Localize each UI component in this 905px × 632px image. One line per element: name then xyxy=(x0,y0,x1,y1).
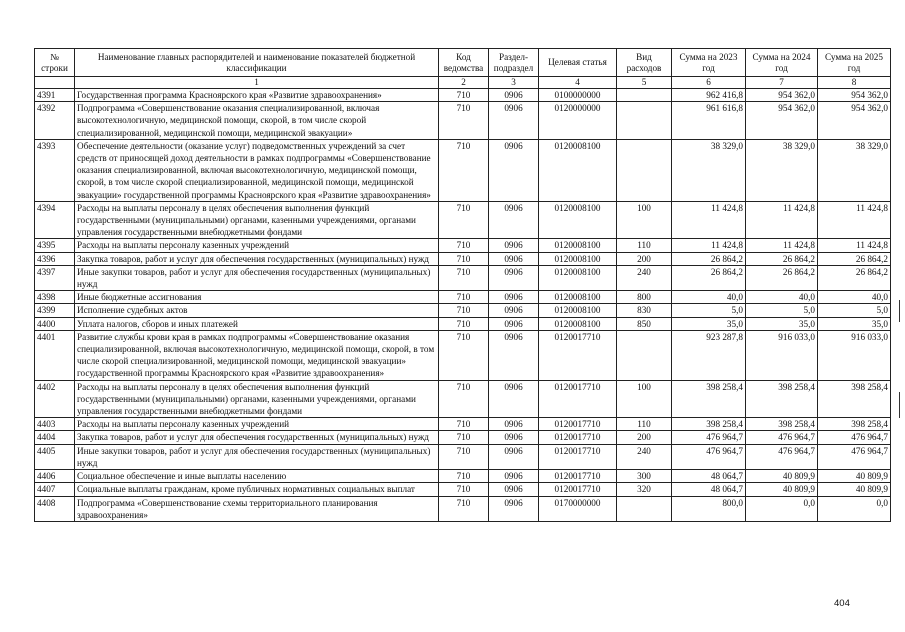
sum-2023: 11 424,8 xyxy=(672,201,746,239)
column-number: 4 xyxy=(539,77,617,89)
sum-2023: 26 864,2 xyxy=(672,252,746,265)
sum-2024: 40 809,9 xyxy=(746,483,818,496)
row-number: 4393 xyxy=(35,139,75,201)
column-number: 6 xyxy=(672,77,746,89)
header-sum-2024: Сумма на 2024 год xyxy=(746,49,818,77)
sum-2023: 11 424,8 xyxy=(672,239,746,252)
sum-2025: 40 809,9 xyxy=(818,470,891,483)
scan-edge-mark xyxy=(899,392,900,418)
sum-2025: 398 258,4 xyxy=(818,418,891,431)
header-sum-2023: Сумма на 2023 год xyxy=(672,49,746,77)
section-code: 0906 xyxy=(489,265,539,290)
section-code: 0906 xyxy=(489,139,539,201)
row-name: Уплата налогов, сборов и иных платежей xyxy=(75,317,439,330)
expense-kind: 100 xyxy=(617,380,672,418)
sum-2024: 35,0 xyxy=(746,317,818,330)
sum-2025: 26 864,2 xyxy=(818,252,891,265)
section-code: 0906 xyxy=(489,291,539,304)
row-name: Расходы на выплаты персоналу в целях обеспечения выполнения функций государственными (муниципальными) органами, казенными учреждениями, органами управления государственными внебюджетными фондами xyxy=(75,380,439,418)
sum-2024: 0,0 xyxy=(746,496,818,521)
row-number: 4400 xyxy=(35,317,75,330)
expense-kind xyxy=(617,330,672,380)
row-number: 4394 xyxy=(35,201,75,239)
expense-kind: 200 xyxy=(617,252,672,265)
row-number: 4396 xyxy=(35,252,75,265)
table-row xyxy=(35,330,891,380)
row-number: 4391 xyxy=(35,89,75,102)
sum-2024: 11 424,8 xyxy=(746,239,818,252)
department-code: 710 xyxy=(439,239,489,252)
column-number: 5 xyxy=(617,77,672,89)
column-number-row xyxy=(35,77,891,89)
sum-2023: 398 258,4 xyxy=(672,380,746,418)
department-code: 710 xyxy=(439,380,489,418)
sum-2023: 48 064,7 xyxy=(672,470,746,483)
row-name: Закупка товаров, работ и услуг для обеспечения государственных (муниципальных) нужд xyxy=(75,252,439,265)
sum-2024: 916 033,0 xyxy=(746,330,818,380)
row-name: Развитие службы крови края в рамках подпрограммы «Совершенствование оказания специализированной, включая высокотехнологичную, медицинской помощи, скорой, в том числе скорой специализированной, медицинской помощи, медицинской эвакуации» государственной программы Красноярского края «Развитие здравоохранения» xyxy=(75,330,439,380)
row-number: 4405 xyxy=(35,444,75,469)
sum-2025: 0,0 xyxy=(818,496,891,521)
expense-kind: 240 xyxy=(617,444,672,469)
department-code: 710 xyxy=(439,291,489,304)
sum-2024: 26 864,2 xyxy=(746,252,818,265)
sum-2023: 962 416,8 xyxy=(672,89,746,102)
row-number: 4403 xyxy=(35,418,75,431)
row-name: Социальные выплаты гражданам, кроме публичных нормативных социальных выплат xyxy=(75,483,439,496)
row-name: Иные закупки товаров, работ и услуг для обеспечения государственных (муниципальных) нужд xyxy=(75,444,439,469)
section-code: 0906 xyxy=(489,380,539,418)
row-name: Расходы на выплаты персоналу казенных учреждений xyxy=(75,239,439,252)
target-article: 0120017710 xyxy=(539,444,617,469)
row-name: Социальное обеспечение и иные выплаты населению xyxy=(75,470,439,483)
sum-2024: 5,0 xyxy=(746,304,818,317)
sum-2024: 954 362,0 xyxy=(746,89,818,102)
expense-kind: 830 xyxy=(617,304,672,317)
expense-kind: 800 xyxy=(617,291,672,304)
header-sum-2025: Сумма на 2025 год xyxy=(818,49,891,77)
sum-2025: 954 362,0 xyxy=(818,89,891,102)
sum-2023: 35,0 xyxy=(672,317,746,330)
column-number: 2 xyxy=(439,77,489,89)
row-name: Иные бюджетные ассигнования xyxy=(75,291,439,304)
header-row xyxy=(35,49,891,77)
expense-kind xyxy=(617,496,672,521)
department-code: 710 xyxy=(439,496,489,521)
sum-2024: 26 864,2 xyxy=(746,265,818,290)
expense-kind: 110 xyxy=(617,239,672,252)
department-code: 710 xyxy=(439,483,489,496)
sum-2023: 5,0 xyxy=(672,304,746,317)
table-row xyxy=(35,496,891,521)
section-code: 0906 xyxy=(489,252,539,265)
table-row xyxy=(35,444,891,469)
header-name: Наименование главных распорядителей и наименование показателей бюджетной классификации xyxy=(75,49,439,77)
target-article: 0120008100 xyxy=(539,201,617,239)
expense-kind xyxy=(617,102,672,140)
table-row xyxy=(35,201,891,239)
sum-2025: 476 964,7 xyxy=(818,444,891,469)
target-article: 0120017710 xyxy=(539,431,617,444)
page-number: 404 xyxy=(834,598,850,609)
sum-2025: 11 424,8 xyxy=(818,201,891,239)
target-article: 0120008100 xyxy=(539,291,617,304)
section-code: 0906 xyxy=(489,304,539,317)
sum-2023: 26 864,2 xyxy=(672,265,746,290)
table-row xyxy=(35,304,891,317)
row-name: Подпрограмма «Совершенствование оказания специализированной, включая высокотехнологичную, медицинской помощи, скорой, в том числе скорой специализированной, медицинской помощи, медицинской эвакуации» xyxy=(75,102,439,140)
table-row xyxy=(35,239,891,252)
sum-2025: 26 864,2 xyxy=(818,265,891,290)
department-code: 710 xyxy=(439,89,489,102)
department-code: 710 xyxy=(439,470,489,483)
table-row xyxy=(35,291,891,304)
section-code: 0906 xyxy=(489,89,539,102)
sum-2023: 961 616,8 xyxy=(672,102,746,140)
row-number: 4395 xyxy=(35,239,75,252)
row-name: Расходы на выплаты персоналу казенных учреждений xyxy=(75,418,439,431)
row-number: 4402 xyxy=(35,380,75,418)
target-article: 0170000000 xyxy=(539,496,617,521)
sum-2025: 35,0 xyxy=(818,317,891,330)
sum-2024: 398 258,4 xyxy=(746,380,818,418)
expense-kind: 110 xyxy=(617,418,672,431)
sum-2025: 40,0 xyxy=(818,291,891,304)
row-number: 4407 xyxy=(35,483,75,496)
target-article: 0120017710 xyxy=(539,483,617,496)
department-code: 710 xyxy=(439,431,489,444)
table-row xyxy=(35,431,891,444)
sum-2024: 40 809,9 xyxy=(746,470,818,483)
target-article: 0120008100 xyxy=(539,265,617,290)
row-number: 4397 xyxy=(35,265,75,290)
sum-2024: 11 424,8 xyxy=(746,201,818,239)
column-number xyxy=(35,77,75,89)
section-code: 0906 xyxy=(489,102,539,140)
department-code: 710 xyxy=(439,317,489,330)
column-number: 3 xyxy=(489,77,539,89)
sum-2024: 954 362,0 xyxy=(746,102,818,140)
section-code: 0906 xyxy=(489,431,539,444)
table-row xyxy=(35,380,891,418)
budget-table xyxy=(34,48,891,522)
header-expense-kind: Вид расходов xyxy=(617,49,672,77)
target-article: 0120017710 xyxy=(539,380,617,418)
header-section: Раздел-подраздел xyxy=(489,49,539,77)
row-number: 4398 xyxy=(35,291,75,304)
section-code: 0906 xyxy=(489,418,539,431)
sum-2023: 48 064,7 xyxy=(672,483,746,496)
expense-kind xyxy=(617,89,672,102)
row-name: Расходы на выплаты персоналу в целях обеспечения выполнения функций государственными (муниципальными) органами, казенными учреждениями, органами управления государственными внебюджетными фондами xyxy=(75,201,439,239)
expense-kind: 240 xyxy=(617,265,672,290)
column-number: 8 xyxy=(818,77,891,89)
department-code: 710 xyxy=(439,304,489,317)
header-department-code: Код ведомства xyxy=(439,49,489,77)
table-row xyxy=(35,139,891,201)
section-code: 0906 xyxy=(489,496,539,521)
department-code: 710 xyxy=(439,444,489,469)
department-code: 710 xyxy=(439,265,489,290)
row-name: Закупка товаров, работ и услуг для обеспечения государственных (муниципальных) нужд xyxy=(75,431,439,444)
department-code: 710 xyxy=(439,201,489,239)
department-code: 710 xyxy=(439,252,489,265)
table-row xyxy=(35,252,891,265)
expense-kind: 320 xyxy=(617,483,672,496)
expense-kind: 300 xyxy=(617,470,672,483)
sum-2025: 398 258,4 xyxy=(818,380,891,418)
target-article: 0100000000 xyxy=(539,89,617,102)
table-row xyxy=(35,89,891,102)
row-name: Исполнение судебных актов xyxy=(75,304,439,317)
target-article: 0120008100 xyxy=(539,317,617,330)
expense-kind: 200 xyxy=(617,431,672,444)
section-code: 0906 xyxy=(489,470,539,483)
department-code: 710 xyxy=(439,102,489,140)
sum-2025: 916 033,0 xyxy=(818,330,891,380)
department-code: 710 xyxy=(439,330,489,380)
sum-2024: 38 329,0 xyxy=(746,139,818,201)
expense-kind: 100 xyxy=(617,201,672,239)
target-article: 0120008100 xyxy=(539,239,617,252)
sum-2025: 954 362,0 xyxy=(818,102,891,140)
section-code: 0906 xyxy=(489,483,539,496)
sum-2023: 398 258,4 xyxy=(672,418,746,431)
row-number: 4408 xyxy=(35,496,75,521)
row-number: 4399 xyxy=(35,304,75,317)
table-row xyxy=(35,102,891,140)
target-article: 0120017710 xyxy=(539,470,617,483)
sum-2024: 476 964,7 xyxy=(746,444,818,469)
sum-2023: 476 964,7 xyxy=(672,444,746,469)
table-row xyxy=(35,418,891,431)
target-article: 0120017710 xyxy=(539,330,617,380)
section-code: 0906 xyxy=(489,444,539,469)
header-target-article: Целевая статья xyxy=(539,49,617,77)
sum-2024: 40,0 xyxy=(746,291,818,304)
sum-2023: 40,0 xyxy=(672,291,746,304)
table-row xyxy=(35,483,891,496)
target-article: 0120008100 xyxy=(539,252,617,265)
row-name: Обеспечение деятельности (оказание услуг) подведомственных учреждений за счет средств от приносящей доход деятельности в рамках подпрограммы «Совершенствование оказания специализированной, включая высокотехнологичную, медицинской помощи, скорой, в том числе скорой специализированной, медицинской помощи, медицинской эвакуации» государственной программы Красноярского края «Развитие здравоохранения» xyxy=(75,139,439,201)
expense-kind: 850 xyxy=(617,317,672,330)
department-code: 710 xyxy=(439,418,489,431)
sum-2023: 476 964,7 xyxy=(672,431,746,444)
column-number: 7 xyxy=(746,77,818,89)
table-row xyxy=(35,265,891,290)
row-number: 4392 xyxy=(35,102,75,140)
sum-2025: 11 424,8 xyxy=(818,239,891,252)
row-name: Подпрограмма «Совершенствование схемы территориального планирования здравоохранения» xyxy=(75,496,439,521)
expense-kind xyxy=(617,139,672,201)
sum-2025: 476 964,7 xyxy=(818,431,891,444)
row-name: Иные закупки товаров, работ и услуг для обеспечения государственных (муниципальных) нужд xyxy=(75,265,439,290)
scan-edge-mark xyxy=(899,300,900,322)
section-code: 0906 xyxy=(489,239,539,252)
target-article: 0120000000 xyxy=(539,102,617,140)
section-code: 0906 xyxy=(489,330,539,380)
target-article: 0120008100 xyxy=(539,304,617,317)
sum-2024: 398 258,4 xyxy=(746,418,818,431)
row-number: 4406 xyxy=(35,470,75,483)
sum-2025: 5,0 xyxy=(818,304,891,317)
sum-2025: 38 329,0 xyxy=(818,139,891,201)
department-code: 710 xyxy=(439,139,489,201)
table-row xyxy=(35,317,891,330)
table-row xyxy=(35,470,891,483)
target-article: 0120008100 xyxy=(539,139,617,201)
column-number: 1 xyxy=(75,77,439,89)
sum-2025: 40 809,9 xyxy=(818,483,891,496)
header-row-number: № строки xyxy=(35,49,75,77)
sum-2023: 800,0 xyxy=(672,496,746,521)
row-number: 4401 xyxy=(35,330,75,380)
sum-2023: 923 287,8 xyxy=(672,330,746,380)
sum-2023: 38 329,0 xyxy=(672,139,746,201)
section-code: 0906 xyxy=(489,317,539,330)
section-code: 0906 xyxy=(489,201,539,239)
table-body xyxy=(35,89,891,522)
target-article: 0120017710 xyxy=(539,418,617,431)
row-number: 4404 xyxy=(35,431,75,444)
row-name: Государственная программа Красноярского края «Развитие здравоохранения» xyxy=(75,89,439,102)
sum-2024: 476 964,7 xyxy=(746,431,818,444)
